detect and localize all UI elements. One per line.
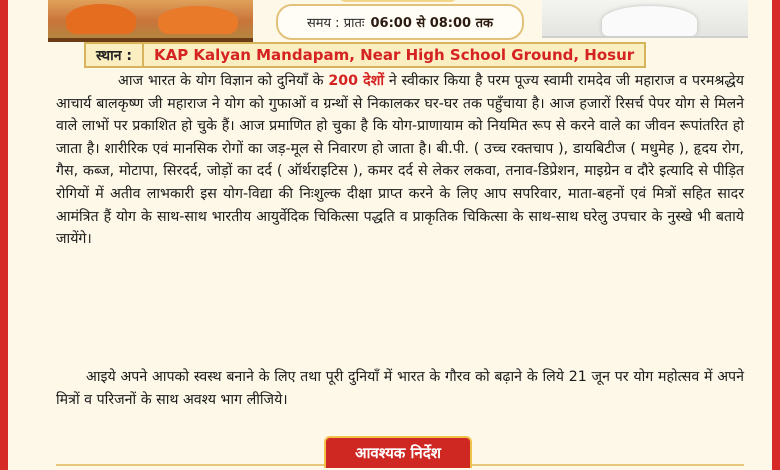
- photo-figure-left-2: [158, 6, 238, 34]
- venue-row: [84, 42, 646, 68]
- time-value: 06:00 से 08:00 तक: [370, 16, 494, 31]
- photo-left: [48, 0, 253, 42]
- intro-paragraph: [56, 70, 744, 251]
- photo-right: [542, 0, 748, 38]
- top-decoration: [338, 0, 458, 2]
- time-label: समय : प्रातः: [306, 16, 365, 31]
- section-heading-badge: आवश्यक निर्देश: [324, 436, 472, 468]
- venue-text: KAP Kalyan Mandapam, Near High School Ground, Hosur: [142, 42, 646, 68]
- time-banner: [276, 4, 524, 40]
- poster-frame: [8, 0, 772, 470]
- photo-figure-left-1: [66, 4, 136, 34]
- intro-text-part2: ने स्वीकार किया है परम पूज्य स्वामी रामदेव जी महाराज व परमश्रद्धेय आचार्य बालकृष्ण जी महाराज ने योग को गुफाओं व ग्रन्थों से निकालकर घर-घर तक पहुँचाया है। आज हजारों रिसर्च पेपर योग से मिलने वाले लाभों पर प्रकाशित हो चुके हैं। आज प्रमाणित हो चुका है कि योग-प्राणायाम को नियमित रूप से करने वाले का जीवन रूपांतरित हो जाता है। शारीरिक एवं मानसिक रोगों का जड़-मूल से निवारण हो जाता है। बी.पी. ( उच्च रक्तचाप ), डायबिटीज ( मधुमेह ), हृदय रोग, गैस, कब्ज, मोटापा, सिरदर्द, जोड़ों का दर्द ( ऑर्थराइटिस ), कमर दर्द से लेकर लकवा, तनाव-डिप्रेशन, माइग्रेन व दौरे इत्यादि से पीड़ित रोगियों में अतीव लाभकारी इस योग-विद्या की निःशुल्क दीक्षा प्राप्त करने के लिए आप सपरिवार, माता-बहनों एवं मित्रों सहित सादर आमंत्रित हैं योग के साथ-साथ भारतीय आयुर्वेदिक चिकित्सा पद्धति व प्राकृतिक चिकित्सा के साथ-साथ घरेलु उपचार के नुस्खे भी बताये जायेंगे।: [56, 73, 744, 248]
- venue-label: स्थान :: [84, 42, 142, 68]
- photo-figure-right: [602, 6, 697, 36]
- countries-highlight: 200 देशों: [328, 73, 385, 89]
- invitation-paragraph: आइये अपने आपको स्वस्थ बनाने के लिए तथा पूरी दुनियाँ में भारत के गौरव को बढ़ाने के लिये 21 जून पर योग महोत्सव में अपने मित्रों व परिजनों के साथ अवश्य भाग लीजिये।: [56, 369, 744, 408]
- intro-text-part1: आज भारत के योग विज्ञान को दुनियाँ के: [118, 73, 329, 89]
